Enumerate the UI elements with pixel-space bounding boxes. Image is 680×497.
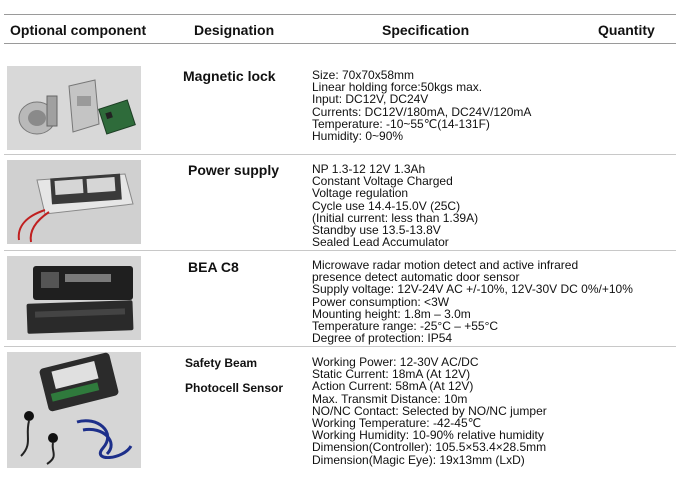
spec-line: NP 1.3-12 12V 1.3Ah — [312, 162, 426, 176]
spec-line: presence detect automatic door sensor — [312, 270, 520, 285]
bea-c8-image — [7, 256, 141, 340]
spec-power-supply — [312, 163, 478, 248]
header-top-rule — [4, 14, 676, 15]
spec-line: Static Current: 18mA (At 12V) — [312, 367, 471, 382]
spec-line: Degree of protection: IP54 — [312, 331, 453, 346]
header-optional-component: Optional component — [10, 22, 147, 38]
spec-line: NO/NC Contact: Selected by NO/NC jumper — [312, 403, 547, 418]
header-designation: Designation — [194, 22, 275, 38]
spec-line: Voltage regulation — [312, 186, 409, 201]
spec-line: Cycle use 14.4-15.0V (25C) — [312, 198, 461, 213]
power-supply-image — [7, 160, 141, 244]
spec-line: Humidity: 0~90% — [312, 129, 404, 144]
spec-line: Max. Transmit Distance: 10m — [312, 391, 468, 406]
spec-line: Sealed Lead Accumulator — [312, 235, 449, 250]
header-quantity: Quantity — [598, 22, 655, 38]
designation-power-supply: Power supply — [188, 162, 280, 178]
spec-line: Supply voltage: 12V-24V AC +/-10%, 12V-30V DC 0%/+10% — [312, 282, 633, 297]
spec-photocell-sensor — [312, 356, 547, 466]
spec-line: Size: 70x70x58mm — [312, 68, 415, 82]
spec-line: Temperature: -10~55℃(14-131F) — [312, 116, 490, 131]
spec-line: Microwave radar motion detect and active infrared — [312, 258, 579, 272]
spec-line: Working Temperature: -42-45℃ — [312, 416, 482, 431]
spec-line: Action Current: 58mA (At 12V) — [312, 379, 474, 394]
spec-bea-c8 — [312, 259, 633, 344]
spec-magnetic-lock — [312, 69, 531, 142]
header-specification: Specification — [382, 22, 470, 38]
spec-line: (Initial current: less than 1.39A) — [312, 210, 479, 225]
spec-line: Dimension(Controller): 105.5×53.4×28.5mm — [312, 440, 547, 455]
designation-photocell-sensor: Photocell Sensor — [185, 381, 284, 395]
row-separator — [4, 154, 676, 155]
spec-line: Input: DC12V, DC24V — [312, 92, 429, 107]
spec-line: Linear holding force:50kgs max. — [312, 80, 483, 95]
designation-bea-c8: BEA C8 — [188, 259, 239, 275]
row-separator — [4, 250, 676, 251]
row-separator — [4, 346, 676, 347]
spec-line: Currents: DC12V/180mA, DC24V/120mA — [312, 104, 532, 119]
designation-magnetic-lock: Magnetic lock — [183, 68, 276, 84]
spec-line: Power consumption: <3W — [312, 294, 450, 309]
spec-line: Dimension(Magic Eye): 19x13mm (LxD) — [312, 452, 525, 467]
header-bottom-rule — [4, 43, 676, 44]
spec-line: Temperature range: -25°C – +55°C — [312, 319, 499, 334]
spec-line: Mounting height: 1.8m – 3.0m — [312, 306, 471, 321]
designation-safety-beam: Safety Beam — [185, 356, 258, 370]
spec-line: Working Humidity: 10-90% relative humidity — [312, 428, 544, 443]
spec-line: Standby use 13.5-13.8V — [312, 223, 441, 238]
photocell-sensor-image — [7, 352, 141, 468]
spec-line: Working Power: 12-30V AC/DC — [312, 355, 479, 369]
spec-line: Constant Voltage Charged — [312, 174, 453, 189]
magnetic-lock-image — [7, 66, 141, 150]
